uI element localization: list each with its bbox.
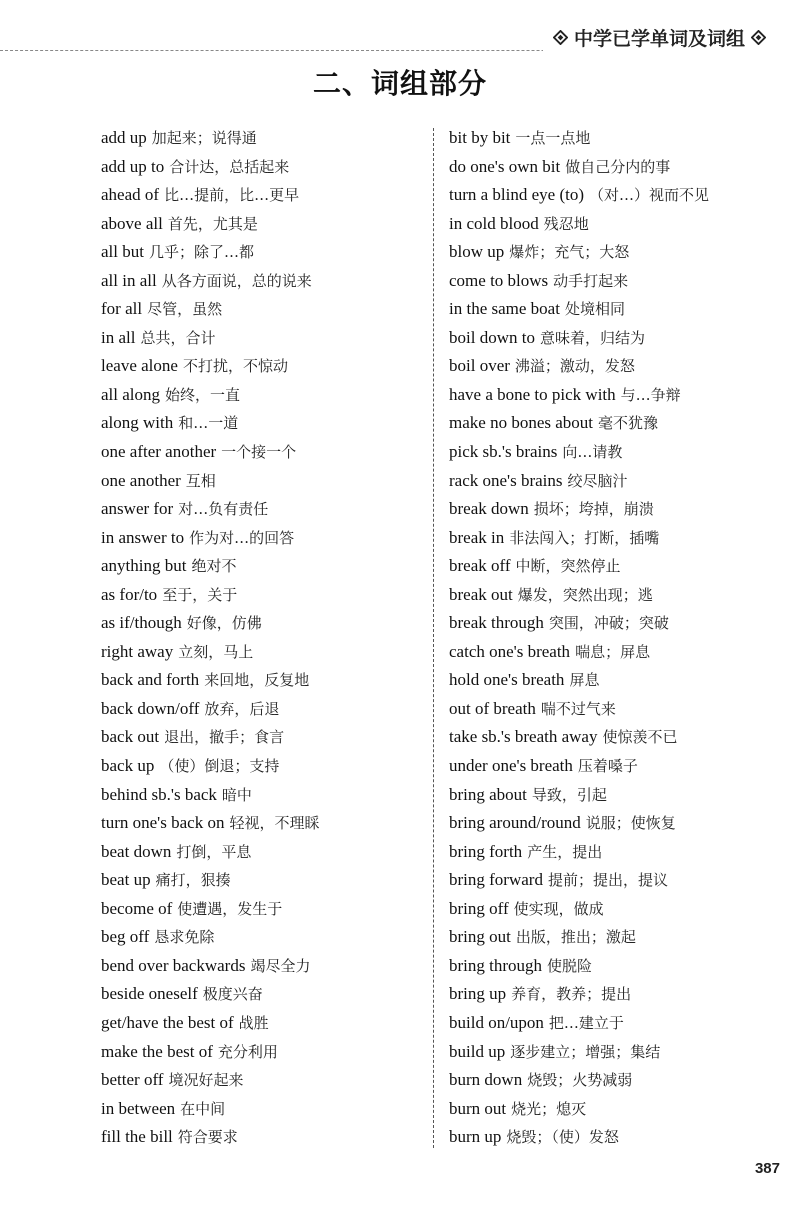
- phrase-entry: [101, 524, 421, 553]
- phrase-entry: [449, 952, 789, 981]
- phrase-entry: [101, 1095, 421, 1124]
- phrase-english: in the same boat: [449, 299, 560, 319]
- phrase-chinese: 打倒，平息: [176, 842, 252, 861]
- phrase-chinese: 和…一道: [178, 414, 239, 433]
- phrase-entry: [101, 980, 421, 1009]
- phrase-entry: [101, 781, 421, 810]
- phrase-entry: [449, 324, 789, 353]
- phrase-english: burn out: [449, 1098, 507, 1118]
- phrase-english: boil over: [449, 356, 510, 376]
- phrase-chinese: 境况好起来: [168, 1071, 244, 1090]
- phrase-english: out of breath: [449, 698, 536, 718]
- phrase-chinese: 暗中: [221, 785, 252, 804]
- phrase-chinese: 在中间: [180, 1099, 226, 1118]
- phrase-chinese: 轻视，不理睬: [229, 814, 320, 833]
- phrase-english: above all: [101, 213, 163, 233]
- phrase-english: in answer to: [101, 527, 185, 547]
- phrase-chinese: 竭尽全力: [250, 956, 311, 975]
- phrase-english: build on/upon: [449, 1012, 544, 1032]
- phrase-chinese: 烧光；熄灭: [511, 1099, 587, 1118]
- phrase-english: come to blows: [449, 270, 549, 290]
- phrase-entry: [449, 1095, 789, 1124]
- phrase-entry: [101, 723, 421, 752]
- phrase-english: bring around/round: [449, 813, 581, 833]
- phrase-chinese: 比…提前，比…更早: [164, 186, 300, 205]
- phrase-chinese: 使实现，做成: [513, 899, 604, 918]
- phrase-english: all in all: [101, 270, 157, 290]
- phrase-chinese: 向…请教: [562, 443, 623, 462]
- phrase-entry: [101, 295, 421, 324]
- phrase-english: blow up: [449, 242, 505, 262]
- phrase-english: burn down: [449, 1070, 523, 1090]
- phrase-english: ahead of: [101, 185, 160, 205]
- phrase-chinese: 使遭遇，发生于: [177, 899, 283, 918]
- phrase-english: back down/off: [101, 698, 200, 718]
- phrase-english: one another: [101, 470, 181, 490]
- phrase-entry: [449, 866, 789, 895]
- phrase-english: boil down to: [449, 327, 535, 347]
- phrase-entry: [101, 838, 421, 867]
- phrase-english: bring through: [449, 955, 543, 975]
- phrase-chinese: 好像，仿佛: [186, 614, 262, 633]
- phrase-chinese: 导致，引起: [531, 785, 607, 804]
- phrase-english: catch one's breath: [449, 641, 571, 661]
- phrase-chinese: 动手打起来: [553, 271, 629, 290]
- phrase-entry: [449, 409, 789, 438]
- phrase-chinese: 来回地，反复地: [204, 671, 310, 690]
- phrase-chinese: 作为对…的回答: [189, 528, 295, 547]
- phrase-english: bring forth: [449, 841, 523, 861]
- phrase-entry: [449, 124, 789, 153]
- phrase-chinese: 产生，提出: [527, 842, 603, 861]
- phrase-entry: [449, 467, 789, 496]
- phrase-chinese: 意味着，归结为: [539, 328, 645, 347]
- phrase-entry: [101, 552, 421, 581]
- phrase-entry: [449, 352, 789, 381]
- phrase-chinese: 突围，冲破；突破: [548, 614, 669, 633]
- phrase-english: bring up: [449, 984, 507, 1004]
- phrase-entry: [101, 238, 421, 267]
- phrase-chinese: 合计达，总括起来: [169, 157, 290, 176]
- phrase-chinese: 处境相同: [564, 300, 625, 319]
- phrase-english: back and forth: [101, 670, 200, 690]
- running-title: [543, 22, 770, 52]
- phrase-chinese: 始终，一直: [165, 385, 241, 404]
- phrase-entry: [449, 181, 789, 210]
- phrase-chinese: 使脱险: [547, 956, 593, 975]
- running-header: [0, 20, 800, 60]
- phrase-chinese: （对…）视而不见: [589, 186, 710, 205]
- phrase-chinese: 喘不过气来: [540, 699, 616, 718]
- phrase-chinese: 一点一点地: [515, 129, 591, 147]
- phrase-chinese: 损坏；垮掉，崩溃: [533, 500, 654, 519]
- phrase-entry: [449, 666, 789, 695]
- phrase-english: break through: [449, 613, 544, 633]
- phrase-entry: [449, 609, 789, 638]
- phrase-entry: [101, 1038, 421, 1067]
- phrase-english: better off: [101, 1070, 164, 1090]
- phrase-entry: [449, 723, 789, 752]
- phrase-chinese: 爆发，突然出现；逃: [517, 585, 653, 604]
- phrase-entry: [101, 153, 421, 182]
- phrase-chinese: 残忍地: [543, 214, 589, 233]
- phrase-english: as if/though: [101, 613, 182, 633]
- phrase-chinese: 喘息；屏息: [575, 642, 651, 661]
- phrase-chinese: 充分利用: [217, 1042, 278, 1061]
- phrase-entry: [449, 695, 789, 724]
- phrase-entry: [449, 1066, 789, 1095]
- phrase-chinese: 加起来；说得通: [151, 129, 257, 147]
- phrase-chinese: 恳求免除: [154, 928, 215, 947]
- phrase-english: turn a blind eye (to): [449, 185, 585, 205]
- phrase-entry: [101, 923, 421, 952]
- phrase-chinese: 至于，关于: [162, 585, 238, 604]
- phrase-english: beat up: [101, 870, 151, 890]
- phrase-chinese: 首先，尤其是: [167, 214, 258, 233]
- phrase-chinese: 总共，合计: [140, 328, 216, 347]
- phrase-entry: [449, 552, 789, 581]
- phrase-english: bend over backwards: [101, 955, 246, 975]
- phrase-chinese: 压着嗓子: [577, 757, 638, 776]
- phrase-entry: [101, 866, 421, 895]
- phrase-entry: [449, 638, 789, 667]
- phrase-english: pick sb.'s brains: [449, 442, 558, 462]
- phrase-entry: [101, 352, 421, 381]
- phrase-english: add up to: [101, 156, 165, 176]
- phrase-english: in between: [101, 1098, 176, 1118]
- phrase-entry: [101, 124, 421, 153]
- phrase-entry: [449, 381, 789, 410]
- phrase-english: build up: [449, 1041, 506, 1061]
- phrase-entry: [449, 1123, 789, 1152]
- phrase-entry: [449, 752, 789, 781]
- phrase-entry: [449, 238, 789, 267]
- phrase-chinese: 战胜: [238, 1013, 269, 1032]
- phrase-chinese: 绞尽脑汁: [567, 471, 628, 490]
- phrase-chinese: 把…建立于: [548, 1013, 624, 1032]
- phrase-english: bit by bit: [449, 128, 511, 147]
- phrase-english: all but: [101, 242, 144, 262]
- phrase-english: burn up: [449, 1127, 502, 1147]
- phrase-chinese: 绝对不: [191, 557, 237, 576]
- phrase-entry: [101, 1009, 421, 1038]
- phrase-chinese: 出版，推出；激起: [515, 928, 636, 947]
- diamond-icon-left: [553, 30, 568, 45]
- phrase-entry: [449, 980, 789, 1009]
- phrase-entry: [449, 838, 789, 867]
- phrase-entry: [101, 1066, 421, 1095]
- phrase-chinese: 养育，教养；提出: [511, 985, 632, 1004]
- diamond-icon-right: [751, 30, 766, 45]
- phrase-chinese: 烧毁；（使）发怒: [506, 1128, 619, 1147]
- phrase-entry: [449, 923, 789, 952]
- phrase-entry: [101, 666, 421, 695]
- phrase-english: beg off: [101, 927, 150, 947]
- phrase-chinese: 对…负有责任: [178, 500, 269, 519]
- phrase-chinese: 做自己分内的事: [565, 157, 671, 176]
- phrase-entry: [101, 581, 421, 610]
- phrase-chinese: 使惊羡不已: [602, 728, 678, 747]
- phrase-chinese: 尽管，虽然: [147, 300, 223, 319]
- phrase-english: become of: [101, 898, 173, 918]
- phrase-english: do one's own bit: [449, 156, 561, 176]
- phrase-english: get/have the best of: [101, 1012, 234, 1032]
- phrase-entry: [449, 267, 789, 296]
- phrase-entry: [449, 438, 789, 467]
- phrase-entry: [101, 467, 421, 496]
- phrase-english: bring forward: [449, 870, 543, 890]
- phrase-chinese: 从各方面说，总的说来: [161, 271, 312, 290]
- phrase-english: have a bone to pick with: [449, 384, 616, 404]
- phrase-english: bring about: [449, 784, 527, 804]
- phrase-entry: [101, 952, 421, 981]
- phrase-entry: [101, 267, 421, 296]
- phrase-chinese: 放弃，后退: [204, 699, 280, 718]
- phrase-chinese: （使）倒退；支持: [159, 757, 280, 776]
- phrase-entry: [101, 809, 421, 838]
- left-phrase-list: [101, 124, 421, 1152]
- phrase-entry: [101, 409, 421, 438]
- phrase-english: add up: [101, 128, 147, 147]
- phrase-english: bring out: [449, 927, 511, 947]
- phrase-chinese: 立刻，马上: [178, 642, 254, 661]
- phrase-entry: [101, 495, 421, 524]
- phrase-chinese: 几乎；除了…都: [148, 243, 254, 262]
- phrase-entry: [101, 1123, 421, 1152]
- phrase-english: for all: [101, 299, 143, 319]
- phrase-entry: [101, 381, 421, 410]
- phrase-entry: [449, 524, 789, 553]
- phrase-chinese: 提前；提出，提议: [547, 871, 668, 890]
- phrase-chinese: 非法闯入；打断，插嘴: [509, 528, 660, 547]
- phrase-entry: [101, 752, 421, 781]
- phrase-entry: [101, 609, 421, 638]
- phrase-english: fill the bill: [101, 1127, 173, 1147]
- phrase-entry: [449, 581, 789, 610]
- column-divider: [433, 128, 434, 1148]
- phrase-english: along with: [101, 413, 174, 433]
- phrase-english: answer for: [101, 499, 174, 519]
- phrase-english: in all: [101, 327, 136, 347]
- phrase-entry: [101, 438, 421, 467]
- phrase-english: take sb.'s breath away: [449, 727, 598, 747]
- phrase-chinese: 符合要求: [177, 1128, 238, 1147]
- phrase-english: in cold blood: [449, 213, 539, 233]
- phrase-chinese: 中断，突然停止: [515, 557, 621, 576]
- phrase-chinese: 屏息: [569, 671, 600, 690]
- phrase-entry: [449, 781, 789, 810]
- phrase-entry: [449, 210, 789, 239]
- phrase-entry: [449, 1038, 789, 1067]
- phrase-entry: [101, 638, 421, 667]
- phrase-entry: [101, 895, 421, 924]
- phrase-chinese: 烧毁；火势减弱: [527, 1071, 633, 1090]
- phrase-english: break down: [449, 499, 529, 519]
- phrase-entry: [449, 809, 789, 838]
- section-title: 二、词组部分: [312, 67, 487, 100]
- phrase-chinese: 与…争辩: [620, 385, 681, 404]
- phrase-chinese: 说服；使恢复: [585, 814, 676, 833]
- phrase-english: make no bones about: [449, 413, 593, 433]
- phrase-entry: [101, 695, 421, 724]
- phrase-chinese: 一个接一个: [221, 443, 297, 462]
- phrase-english: as for/to: [101, 584, 158, 604]
- phrase-chinese: 退出，撤手；食言: [164, 728, 285, 747]
- phrase-english: behind sb.'s back: [101, 784, 217, 804]
- phrase-english: under one's breath: [449, 756, 573, 776]
- phrase-entry: [101, 324, 421, 353]
- page-number: 387: [754, 1160, 780, 1177]
- phrase-chinese: 沸溢；激动，发怒: [514, 357, 635, 376]
- phrase-english: break out: [449, 584, 513, 604]
- phrase-english: hold one's breath: [449, 670, 565, 690]
- phrase-english: right away: [101, 641, 174, 661]
- phrase-english: leave alone: [101, 356, 178, 376]
- phrase-english: bring off: [449, 898, 509, 918]
- phrase-entry: [101, 210, 421, 239]
- phrase-english: break off: [449, 556, 511, 576]
- phrase-english: beat down: [101, 841, 172, 861]
- phrase-chinese: 互相: [185, 471, 216, 490]
- phrase-english: beside oneself: [101, 984, 198, 1004]
- phrase-entry: [449, 153, 789, 182]
- phrase-chinese: 毫不犹豫: [598, 414, 659, 433]
- phrase-entry: [449, 495, 789, 524]
- phrase-chinese: 极度兴奋: [202, 985, 263, 1004]
- phrase-english: one after another: [101, 442, 217, 462]
- right-phrase-list: [449, 124, 789, 1152]
- phrase-english: turn one's back on: [101, 813, 225, 833]
- phrase-english: make the best of: [101, 1041, 213, 1061]
- phrase-entry: [449, 895, 789, 924]
- phrase-english: break in: [449, 527, 505, 547]
- running-title-text: 中学已学单词及词组: [573, 27, 745, 50]
- phrase-english: back out: [101, 727, 160, 747]
- phrase-english: back up: [101, 756, 155, 776]
- phrase-chinese: 爆炸；充气；大怒: [509, 243, 630, 262]
- phrase-english: rack one's brains: [449, 470, 563, 490]
- phrase-columns: [0, 124, 800, 1154]
- phrase-chinese: 痛打，狠揍: [155, 871, 231, 890]
- phrase-entry: [449, 295, 789, 324]
- phrase-entry: [101, 181, 421, 210]
- phrase-chinese: 不打扰，不惊动: [182, 357, 288, 376]
- phrase-english: anything but: [101, 556, 187, 576]
- phrase-english: all along: [101, 384, 161, 404]
- phrase-entry: [449, 1009, 789, 1038]
- phrase-chinese: 逐步建立；增强；集结: [510, 1042, 661, 1061]
